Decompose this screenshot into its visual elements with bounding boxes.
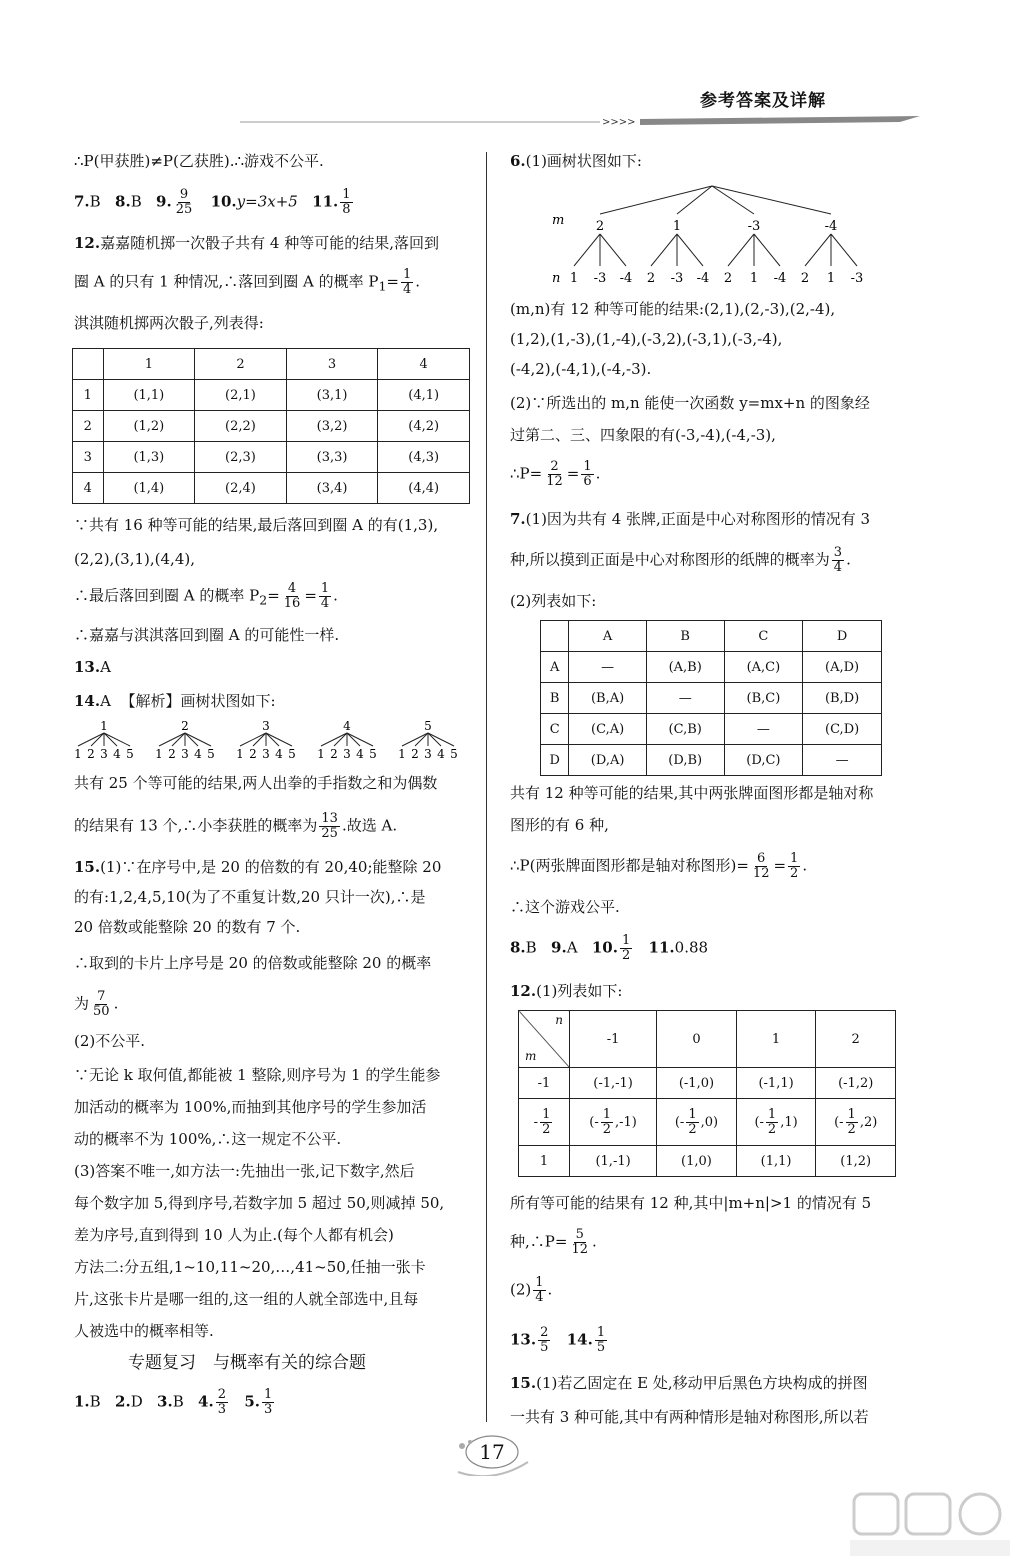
q12-line-2: 圈 A 的只有 1 种情况,∴落回到圈 A 的概率 $P_1=$ $\frac{1}{4}$ . [74,267,421,297]
table-row [73,380,470,411]
p12: 差为序号,直到得到 10 人为止.(每个人都有机会) [74,1226,394,1244]
table-cell: (B,D) [803,683,882,714]
table-cell: (2,2) [195,411,287,442]
table-cell: -1 [519,1068,570,1099]
tree-node: 2 [181,719,189,733]
table-cell: (3,1) [286,380,378,411]
tree-leaf: 5 [288,747,296,761]
table-row [519,1068,896,1099]
table-cell: — [646,683,724,714]
table-cell: (1,2) [103,411,195,442]
table-cell: (2,4) [195,473,287,504]
section-title: 专题复习 与概率有关的综合题 [128,1353,366,1373]
tree-leaf: 2 [168,747,176,761]
tree-branch [712,186,831,214]
tree-leaf: 1 [155,747,163,761]
r2: (1,2),(1,-3),(1,-4),(-3,2),(-3,1),(-3,-4), [510,330,783,348]
table-row [541,652,882,683]
tree-leaf: 5 [369,747,377,761]
q6-title: 6.(1)画树状图如下: [510,152,642,170]
tree-branch [172,733,185,746]
r7: 7.(1)因为共有 4 张牌,正面是中心对称图形的情况有 3 [510,510,871,528]
p13: 方法二:分五组,1~10,11~20,…,41~50,任抽一张卡 [74,1258,426,1276]
tree-leaf: 2 [249,747,257,761]
tree-node-n: 1 [826,271,836,286]
page-number: 17 [479,1440,505,1464]
table-row [519,1099,896,1146]
table-cell: (B,C) [724,683,803,714]
table-row [541,745,882,776]
table-cell: (D,A) [569,745,646,776]
table-cell: (D,B) [646,745,724,776]
tree-branch [104,733,117,746]
tree-branch [104,733,130,746]
table-cell: (2,3) [195,442,287,473]
p9: 动的概率不为 100%,∴这一规定不公平. [74,1130,342,1148]
tree-leaf: 3 [343,747,351,761]
table-cell: (A,B) [646,652,724,683]
tree-node-n: -4 [619,271,633,286]
s2: (2,2),(3,1),(4,4), [74,550,195,568]
table-cell: (1,2) [816,1146,896,1177]
table-corner-cell: n m [519,1011,570,1068]
p15: 人被选中的概率相等. [74,1322,214,1340]
p4: ∴取到的卡片上序号是 20 的倍数或能整除 20 的概率 [74,954,432,972]
tree-leaf: 5 [207,747,215,761]
tree-node: 3 [262,719,270,733]
tree-level-label-n: n [552,271,561,286]
t1: 共有 25 个等可能的结果,两人出拳的手指数之和为偶数 [74,774,438,792]
r19: 一共有 3 种可能,其中有两种情形是轴对称图形,所以若 [510,1408,869,1426]
tree-branch [347,733,360,746]
tree-branch [574,234,600,266]
tree-leaf: 3 [181,747,189,761]
answer-14: 14.A 【解析】画树状图如下: [74,692,276,710]
tree-branch [831,234,857,266]
table-cell: (C,D) [803,714,882,745]
table-header-cell: 4 [378,349,470,380]
r12: ∴P(两张牌面图形都是轴对称图形)= $\frac{6}{12}$ = $\frac{1}{2}$ . [510,851,808,881]
tree-branch [428,733,441,746]
table-header-cell: 3 [286,349,378,380]
tree-leaf: 3 [262,747,270,761]
table-cell: (4,1) [378,380,470,411]
table-cell: — [569,652,646,683]
tree-leaf: 3 [424,747,432,761]
tree-branch [240,733,266,746]
tree-node-n: -4 [773,271,787,286]
table-mn [518,1010,896,1177]
p1: 15.(1)∵在序号中,是 20 的倍数的有 20,40;能整除 20 [74,858,442,876]
table-cell: (B,A) [569,683,646,714]
table-cell: (C,B) [646,714,724,745]
p2: 的有:1,2,4,5,10(为了不重复计数,20 只计一次),∴是 [74,888,426,906]
table-row [541,714,882,745]
table-row [519,1146,896,1177]
r4: (2)∵所选出的 m,n 能使一次函数 y=mx+n 的图象经 [510,394,870,412]
table-cell: — [724,714,803,745]
tree-node-m: 2 [595,219,605,234]
table-header-cell: A [569,621,646,652]
table-cell: (4,3) [378,442,470,473]
t2: 的结果有 13 个,∴小李获胜的概率为 $\frac{13}{25}$ .故选 A. [74,811,398,841]
tree-branch [159,733,185,746]
table-cell: A [541,652,569,683]
table-cell: 1 [73,380,104,411]
table-cell: (- $\frac{1}{2}$ ,1) [736,1099,816,1146]
table-cell: — [803,745,882,776]
tree-branch [415,733,428,746]
tree-leaf: 5 [450,747,458,761]
tree-level-label-m: m [552,213,565,228]
tree-node-n: 2 [723,271,733,286]
table-cell: (3,3) [286,442,378,473]
tree-diagram-14 [74,718,474,762]
table-cell: (- $\frac{1}{2}$ ,2) [816,1099,896,1146]
tree-branch [428,733,454,746]
tree-node-n: -3 [593,271,607,286]
table-cell: (1,0) [657,1146,737,1177]
section-answers: 1.B 2.D 3.B 4. $\frac{2}{3}$ 5. $\frac{1}{3}$ [74,1387,273,1417]
tree-branch [347,733,373,746]
r11: 图形的有 6 种, [510,816,609,834]
svg-text:>>>>: >>>> [602,117,636,126]
table-cell: (D,C) [724,745,803,776]
p10: (3)答案不唯一,如方法一:先抽出一张,记下数字,然后 [74,1162,415,1180]
p5: 为 $\frac{7}{50}$ . [74,989,119,1019]
tree-branch [91,733,104,746]
p8: 加活动的概率为 100%,而抽到其他序号的学生参加活 [74,1098,427,1116]
tree-node-n: 1 [749,271,759,286]
answers-8-11-right: 8.B 9.A 10. $\frac{1}{2}$ 11.0.88 [510,933,709,963]
table-cell: (1,1) [736,1146,816,1177]
table-cell: 1 [519,1146,570,1177]
table-row [73,411,470,442]
tree-branch [266,733,292,746]
s4: ∴嘉嘉与淇淇落回到圈 A 的可能性一样. [74,626,340,644]
tree-leaf: 1 [317,747,325,761]
tree-leaf: 2 [87,747,95,761]
table-header-cell: -1 [570,1011,657,1068]
tree-branch [402,733,428,746]
tree-branch [334,733,347,746]
table-header-cell [73,349,104,380]
answers-13-14-right: 13. $\frac{2}{5}$ 14. $\frac{1}{5}$ [510,1325,606,1355]
p3: 20 倍数或能整除 20 的数有 7 个. [74,918,301,936]
table-cell: (1,4) [103,473,195,504]
r17: (2) $\frac{1}{4}$ . [510,1275,553,1305]
table-header-cell: 0 [657,1011,737,1068]
r18: 15.(1)若乙固定在 E 处,移动甲后黑色方块构成的拼图 [510,1374,868,1392]
table-row [73,442,470,473]
tree-leaf: 4 [356,747,364,761]
table-cell: B [541,683,569,714]
table-cell: 3 [73,442,104,473]
table-cell: D [541,745,569,776]
tree-branch [754,234,780,266]
r6: ∴P= $\frac{2}{12}$ = $\frac{1}{6}$ . [510,459,601,489]
table-row [541,683,882,714]
table-cell: 4 [73,473,104,504]
tree-node-m: 1 [672,219,682,234]
tree-leaf: 1 [236,747,244,761]
table-cell: (-1,0) [657,1068,737,1099]
tree-branch [805,234,831,266]
s1: ∵共有 16 种等可能的结果,最后落回到圈 A 的有(1,3), [74,516,439,534]
tree-node-n: 1 [569,271,579,286]
tree-node-n: -3 [850,271,864,286]
tree-node-n: 2 [646,271,656,286]
tree-branch [253,733,266,746]
r9: (2)列表如下: [510,592,597,610]
tree-branch [78,733,104,746]
tree-leaf: 4 [194,747,202,761]
table-header-cell: 2 [195,349,287,380]
tree-node: 5 [424,719,432,733]
tree-node-n: -4 [696,271,710,286]
table-cell: (2,1) [195,380,287,411]
table-cell: (A,D) [803,652,882,683]
tree-node-m: -4 [824,219,838,234]
table-header-cell [541,621,569,652]
r14: 12.(1)列表如下: [510,982,623,1000]
tree-leaf: 4 [275,747,283,761]
r5: 过第二、三、四象限的有(-3,-4),(-4,-3), [510,426,776,444]
tree-leaf: 4 [113,747,121,761]
tree-leaf: 2 [330,747,338,761]
q12-line-1: 12.嘉嘉随机掷一次骰子共有 4 种等可能的结果,落回到 [74,234,439,252]
tree-branch [712,186,754,214]
table-header-cell: 2 [816,1011,896,1068]
table-cell: (- $\frac{1}{2}$ ,-1) [570,1099,657,1146]
tree-node-n: 2 [800,271,810,286]
r3: (-4,2),(-4,1),(-4,-3). [510,360,652,378]
p7: ∵无论 k 取何值,都能被 1 整除,则序号为 1 的学生能参 [74,1066,441,1084]
table-cell: (3,2) [286,411,378,442]
table-cell: (A,C) [724,652,803,683]
tree-leaf: 4 [437,747,445,761]
tree-leaf: 1 [398,747,406,761]
header-title: 参考答案及详解 [700,91,826,111]
q12-line-3: 淇淇随机掷两次骰子,列表得: [74,314,264,332]
watermark-logo [850,1490,1010,1560]
table-cell: (-1,-1) [570,1068,657,1099]
tree-branch [321,733,347,746]
tree-branch [677,234,703,266]
table-dice [72,348,470,504]
r16: 种,∴P= $\frac{5}{12}$ . [510,1227,597,1257]
table-cell: (1,1) [103,380,195,411]
tree-node-n: -3 [670,271,684,286]
table-cell: (- $\frac{1}{2}$ ,0) [657,1099,737,1146]
left-line-1: ∴P(甲获胜)≠P(乙获胜).∴游戏不公平. [74,152,324,170]
answer-13: 13.A [74,658,111,676]
table-header-cell: B [646,621,724,652]
p6: (2)不公平. [74,1032,146,1050]
table-cell: (-1,1) [736,1068,816,1099]
table-cell: (3,4) [286,473,378,504]
tree-branch [266,733,279,746]
table-cell: C [541,714,569,745]
tree-branch [728,234,754,266]
table-header-cell: 1 [736,1011,816,1068]
tree-branch [185,733,211,746]
tree-branch [651,234,677,266]
table-cell: 2 [73,411,104,442]
tree-branch [185,733,198,746]
tree-branch [600,234,626,266]
table-cell: (1,3) [103,442,195,473]
r8: 种,所以摸到正面是中心对称图形的纸牌的概率为 $\frac{3}{4}$ . [510,545,851,575]
table-header-cell: C [724,621,803,652]
r1: (m,n)有 12 种等可能的结果:(2,1),(2,-3),(2,-4), [510,300,836,318]
tree-node: 4 [343,719,351,733]
table-row [73,473,470,504]
tree-leaf: 5 [126,747,134,761]
tree-leaf: 2 [411,747,419,761]
tree-leaf: 1 [74,747,82,761]
r10: 共有 12 种等可能的结果,其中两张牌面图形都是轴对称 [510,784,874,802]
table-header-cell: 1 [103,349,195,380]
s3: ∴最后落回到圈 A 的概率 $P_2=$ $\frac{4}{16}$ = $\frac{1}{4}$ . [74,581,338,611]
p11: 每个数字加 5,得到序号,若数字加 5 超过 50,则减掉 50, [74,1194,445,1212]
tree-diagram-6 [548,180,928,290]
table-cell: - $\frac{1}{2}$ [519,1099,570,1146]
table-cell: (C,A) [569,714,646,745]
answers-7-11: 7.B 8.B 9. $\frac{9}{25}$ 10.y=3x+5 11. $\frac{1}{8}$ [74,187,351,217]
header-rule [240,116,920,126]
r13: ∴这个游戏公平. [510,898,620,916]
table-header-cell: D [803,621,882,652]
r15: 所有等可能的结果有 12 种,其中|m+n|>1 的情况有 5 [510,1194,872,1212]
column-divider [486,152,487,1422]
tree-node-m: -3 [747,219,761,234]
table-cards [540,620,882,776]
table-cell: (4,4) [378,473,470,504]
table-cell: (4,2) [378,411,470,442]
tree-node: 1 [100,719,108,733]
table-cell: (-1,2) [816,1068,896,1099]
tree-leaf: 3 [100,747,108,761]
table-cell: (1,-1) [570,1146,657,1177]
p14: 片,这张卡片是哪一组的,这一组的人就全部选中,且每 [74,1290,419,1308]
